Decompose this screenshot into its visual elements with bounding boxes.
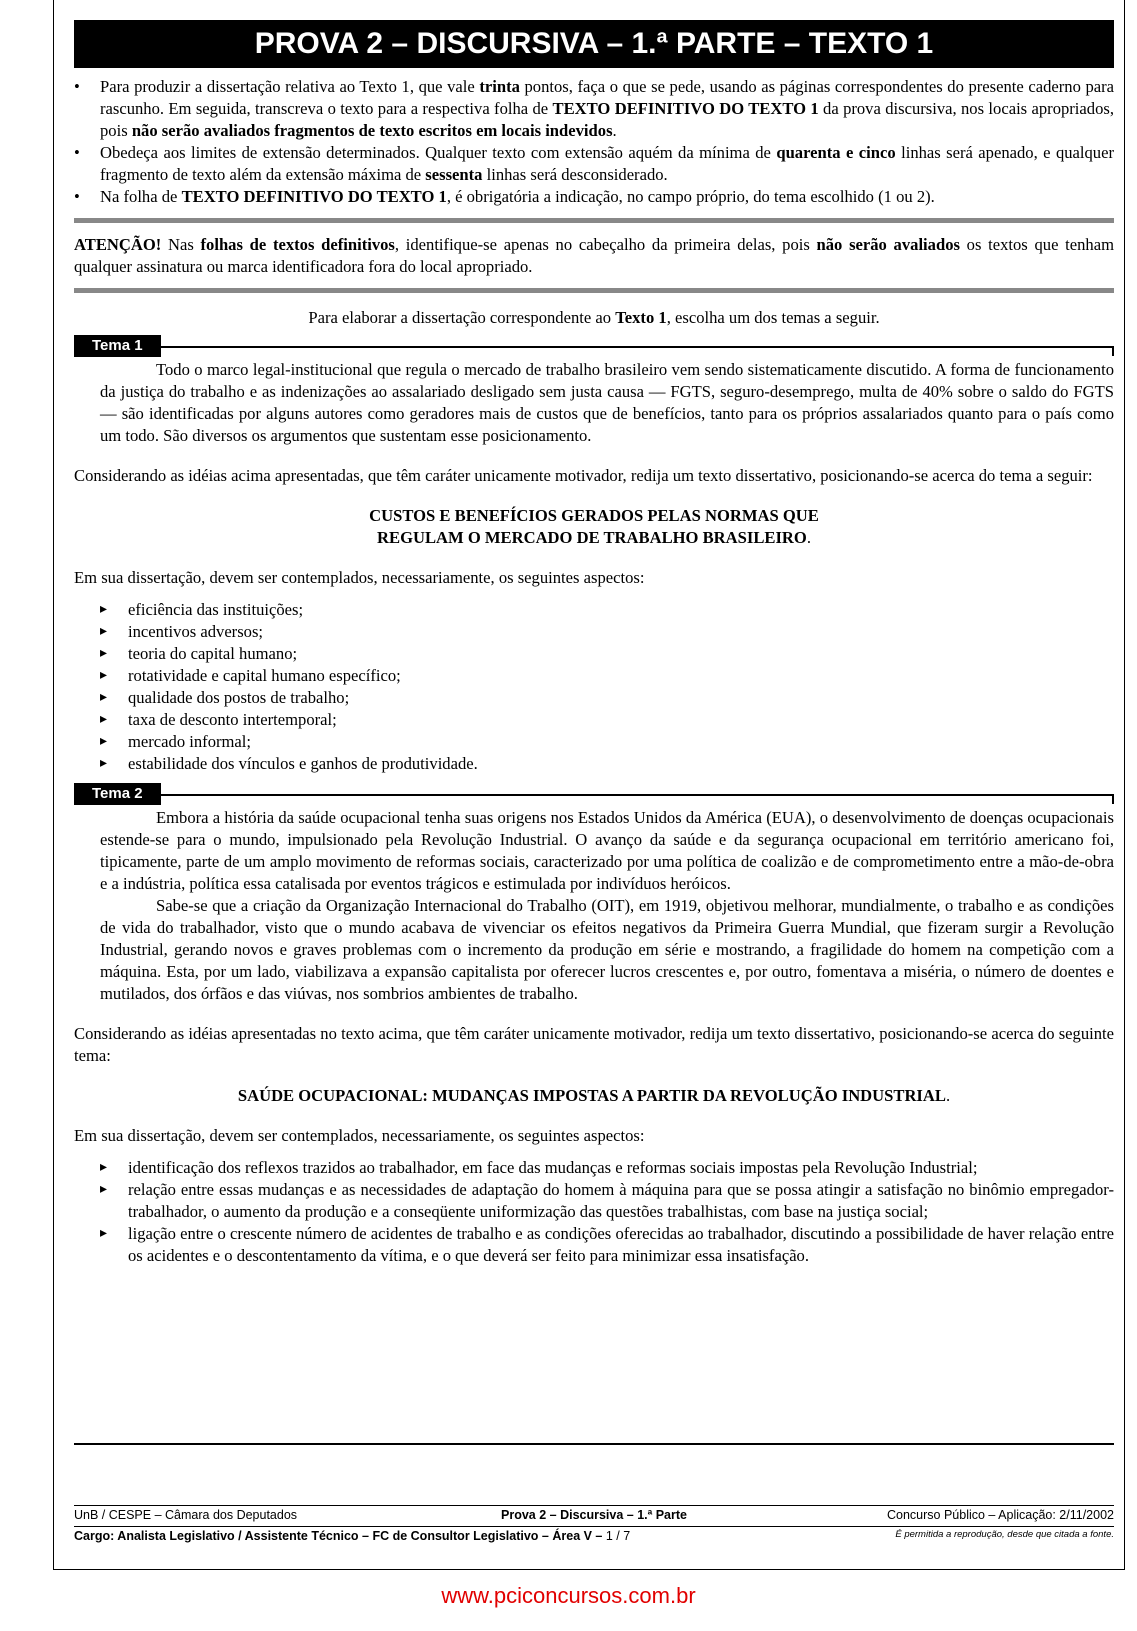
aspect-item: ▸ relação entre essas mudanças e as necessidades de adaptação do homem à máquina para que se possa atingir a satisfação no binômio empregador-trabalhador, o aumento da produção e a conseqüente uniformização das questões trabalhistas, com base na justiça social; [74, 1179, 1114, 1223]
bold-run: sessenta [425, 165, 483, 184]
tema-2-text [74, 807, 1114, 1005]
aspect-item: ▸ mercado informal; [74, 731, 1114, 753]
text-run: linhas será desconsiderado. [482, 165, 668, 184]
divider [74, 218, 1114, 223]
tema-2-rule [154, 794, 1114, 796]
tema-1-label: Tema 1 [74, 335, 161, 357]
tema-2-theme-end: . [945, 1086, 951, 1105]
tema-1-paragraph: Todo o marco legal-institucional que regula o mercado de trabalho brasileiro vem sendo sistematicamente discutido. A forma de funcionamento da justiça do trabalho e as indenizações ao assalariado desligado sem justa causa — FGTS, seguro-desemprego, multa de 40% sobre o saldo do FGTS — são identificadas por alguns autores como geradores mais de custos que de benefícios, tanto para os próprios assalariados quanto para o país como um todo. São diversos os argumentos que sustentam esse posicionamento. [100, 360, 1114, 445]
bold-run: ATENÇÃO! [74, 235, 162, 254]
aspect-item: ▸ ligação entre o crescente número de acidentes de trabalho e as condições oferecidas ao trabalhador, discutindo a possibilidade de haver relação entre os acidentes e o descontentamento da vítima, e o que deverá ser feito para minimizar essa insatisfação. [74, 1223, 1114, 1267]
bold-run: folhas de textos definitivos [200, 235, 395, 254]
footer-row-2 [74, 1526, 1114, 1547]
footer [74, 1505, 1114, 1547]
document-body [74, 76, 1114, 1267]
footer-row-1 [74, 1505, 1114, 1526]
tema-1-theme-end: . [806, 528, 811, 547]
tema-1-prompt: Considerando as idéias acima apresentadas, que têm caráter unicamente motivador, redija um texto dissertativo, posicionando-se acerca do tema a seguir: [74, 466, 1093, 485]
aspect-item: ▸ qualidade dos postos de trabalho; [74, 687, 1114, 709]
bold-run: TEXTO DEFINITIVO DO TEXTO 1 [181, 187, 447, 206]
tema-2-label: Tema 2 [74, 783, 161, 805]
footer-reproduction-note: É permitida a reprodução, desde que citada a fonte. [895, 1529, 1114, 1540]
text-run: da prova discursiva, nos locais apropriados, pois [100, 99, 1114, 140]
bold-run: Texto 1 [615, 308, 667, 327]
tema-2-aspects [74, 1157, 1114, 1267]
footer-institution: UnB / CESPE – Câmara dos Deputados [74, 1508, 298, 1522]
footer-date: Concurso Público – Aplicação: 2/11/2002 [886, 1508, 1114, 1522]
tema-2-header [74, 783, 1114, 807]
aspect-item: ▸ estabilidade dos vínculos e ganhos de produtividade. [74, 753, 1114, 775]
tema-1-rule [154, 346, 1114, 348]
aspect-item: ▸ eficiência das instituições; [74, 599, 1114, 621]
text-run: pontos, faça o que se pede, usando as páginas correspondentes do presente caderno para rascunho. Em seguida, transcreva o texto para a respectiva folha de [100, 77, 1115, 118]
text-run: Nas [161, 235, 201, 254]
divider [74, 288, 1114, 293]
tema-2-paragraph: Sabe-se que a criação da Organização Internacional do Trabalho (OIT), em 1919, objetivou melhorar, mundialmente, o trabalho e as condições de vida do trabalhador, visto que o mundo acabava de vivenciar os efeitos negativos da Primeira Guerra Mundial, que fizeram surgir a Revolução Industrial, gerando novos e graves problemas com o incremento da produção em série e mostrando, a fragilidade do homem na competição com a máquina. Esta, por um lado, viabilizava a expansão capitalista por oferecer lucros crescentes e, por outro, fomentava a miséria, o número de doentes e mutilados, dos órfãos e das viúvas, nos sombrios ambientes de trabalho. [100, 896, 1114, 1003]
text-run: Para elaborar a dissertação correspondente ao [308, 308, 616, 327]
tema-1-theme-line2: REGULAM O MERCADO DE TRABALHO BRASILEIRO [377, 528, 807, 547]
tema-1-text [74, 359, 1114, 447]
tema-1-theme-line1: CUSTOS E BENEFÍCIOS GERADOS PELAS NORMAS QUE [369, 506, 819, 525]
instruction-item [74, 76, 1114, 142]
bold-run: quarenta e cinco [776, 143, 896, 162]
text-run: os textos que tenham qualquer assinatura ou marca identificadora fora do local apropriado. [74, 235, 1114, 276]
site-url[interactable]: www.pciconcursos.com.br [441, 1583, 696, 1608]
text-run: linhas será apenado, e qualquer fragmento de texto além da extensão máxima de [100, 143, 1114, 184]
text-run: Para produzir a dissertação relativa ao Texto 1, que vale [100, 77, 480, 96]
text-run: , identifique-se apenas no cabeçalho da primeira delas, pois [394, 235, 817, 254]
tema-2-theme-line1: SAÚDE OCUPACIONAL: MUDANÇAS IMPOSTAS A PARTIR DA REVOLUÇÃO INDUSTRIAL [237, 1086, 946, 1105]
bold-run: não serão avaliados fragmentos de texto escritos em locais indevidos [131, 121, 613, 140]
footer-cargo [74, 1529, 630, 1543]
instruction-item [74, 142, 1114, 186]
aspect-item: ▸ taxa de desconto intertemporal; [74, 709, 1114, 731]
footer-page-number: 1 / 7 [602, 1529, 631, 1543]
text-run: , escolha um dos temas a seguir. [666, 308, 880, 327]
tema-2-theme [74, 1085, 1114, 1107]
text-run: , é obrigatória a indicação, no campo próprio, do tema escolhido (1 ou 2). [446, 187, 935, 206]
aspect-item: ▸ identificação dos reflexos trazidos ao trabalhador, em face das mudanças e reformas sociais impostas pela Revolução Industrial; [74, 1157, 1114, 1179]
instructions-list [74, 76, 1114, 208]
text-run: Obedeça aos limites de extensão determinados. Qualquer texto com extensão aquém da mínima de [100, 143, 777, 162]
tema-2-prompt: Considerando as idéias apresentadas no texto acima, que têm caráter unicamente motivador, redija um texto dissertativo, posicionando-se acerca do seguinte tema: [74, 1024, 1114, 1065]
bold-run: trinta [479, 77, 520, 96]
page-title: PROVA 2 – DISCURSIVA – 1.ª PARTE – TEXTO 1 [74, 20, 1114, 68]
instruction-item [74, 186, 1114, 208]
text-run: Na folha de [100, 187, 182, 206]
tema-2-aspects-intro: Em sua dissertação, devem ser contemplados, necessariamente, os seguintes aspectos: [74, 1126, 645, 1145]
footer-exam: Prova 2 – Discursiva – 1.ª Parte [501, 1508, 687, 1522]
footer-cargo-text: Cargo: Analista Legislativo / Assistente Técnico – FC de Consultor Legislativo – Área V – [74, 1529, 603, 1543]
bottom-divider [74, 1443, 1114, 1445]
aspect-item: ▸ teoria do capital humano; [74, 643, 1114, 665]
tema-1-aspects [74, 599, 1114, 775]
tema-1-header [74, 335, 1114, 359]
tema-2-paragraph: Embora a história da saúde ocupacional tenha suas origens nos Estados Unidos da América (EUA), o desenvolvimento de doenças ocupacionais estende-se para o mundo, impulsionado pela Revolução Industrial. O avanço da saúde e da segurança ocupacional em território americano foi, tipicamente, parte de um amplo movimento de reformas sociais, caracterizado por uma política de coalizão e de comprometimento entre a mão-de-obra e a indústria, política essa catalisada por eventos trágicos e estimulada por indivíduos heróicos. [100, 808, 1114, 893]
aspect-item: ▸ rotatividade e capital humano específico; [74, 665, 1114, 687]
bold-run: TEXTO DEFINITIVO DO TEXTO 1 [552, 99, 819, 118]
tema-1-aspects-intro: Em sua dissertação, devem ser contemplados, necessariamente, os seguintes aspectos: [74, 568, 645, 587]
bold-run: não serão avaliados [816, 235, 960, 254]
attention-notice [74, 234, 1114, 278]
text-run: . [612, 121, 617, 140]
lead-text [74, 307, 1114, 329]
tema-1-theme [74, 505, 1114, 549]
aspect-item: ▸ incentivos adversos; [74, 621, 1114, 643]
